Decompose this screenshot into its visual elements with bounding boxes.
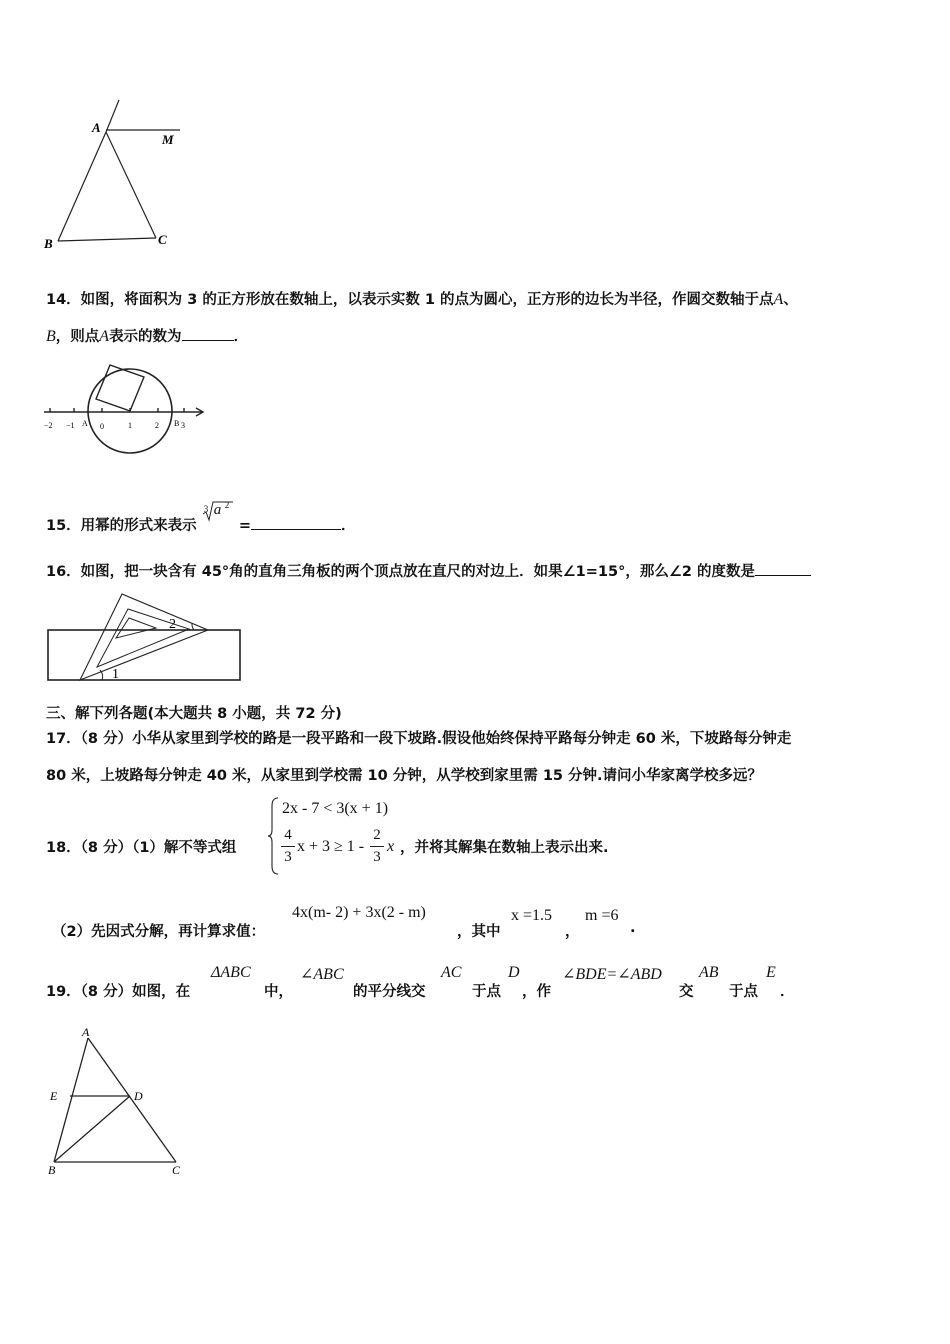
q15 [46,500,356,535]
q19-angle: ∠ABC [300,966,344,983]
q18-ineq1: 2x - 7 < 3(x + 1) [282,800,389,817]
segment-ab [58,132,106,241]
q19-t6: 于点 [729,984,758,1000]
q15-exp: 2 [224,500,230,510]
q19-t3: 于点 [472,984,501,1000]
q17-line1: 17．（8 分）小华从家里到学校的路是一段平路和一段下坡路.假设他始终保持平路每分钟走 60 米，下坡路每分钟走 [46,731,792,747]
angle-2-label: 2 [169,617,176,632]
q19-d: D [508,964,520,981]
q18-frac2-den: 3 [373,849,381,865]
label-b: B [48,1163,56,1177]
q18-frac1-bar [281,846,295,847]
q18-prefix: 18．（8 分）（1）解不等式组 [46,840,237,856]
q14-answer-blank[interactable] [182,326,234,341]
tick-2: 2 [155,421,159,430]
q14-var-b: B [46,328,56,345]
figure-q14-number-line [40,355,220,465]
label-d: D [134,1089,143,1103]
system-brace [267,796,281,876]
q14-line1 [46,288,798,309]
q15-text: 15．用幂的形式来表示 [46,518,197,534]
q18-frac2-bar [370,846,384,847]
q19-e: E [766,964,776,981]
q17-line2: 80 米，上坡路每分钟走 40 米，从家里到学校需 10 分钟，从学校到家里需 15 分钟.请问小华家离学校多远？ [46,768,763,784]
label-b: B [44,236,53,251]
q18-suffix: ，并将其解集在数轴上表示出来. [400,840,609,856]
q19-angle-eq: ∠BDE=∠ABD [562,966,662,983]
q15-radicand: a [213,502,222,518]
q19-ab: AB [699,964,719,981]
q18-mval: m =6 [585,907,619,924]
figure-q19-triangle [40,1022,200,1182]
label-a: A [92,120,101,135]
angle-1-label: 1 [112,667,119,682]
q18-expr: 4x(m- 2) + 3x(2 - m) [292,904,426,921]
tick-b: B [174,419,180,428]
segment-ac [88,1038,176,1162]
q18-part2-prefix: （2）先因式分解，再计算求值： [52,924,266,940]
q19-end: ． [780,984,795,1000]
tick-1: 1 [128,421,132,430]
label-c: C [158,232,167,247]
extension-line [106,100,119,132]
q14-var-a: A [773,291,784,308]
segment-bd [54,1096,130,1162]
q19-t4: ，作 [522,984,551,1000]
q14-text-2b: 表示的数为 [109,329,182,345]
q15-answer-blank[interactable] [251,515,341,530]
label-e: E [50,1089,58,1103]
q19-t2: 的平分线交 [353,984,426,1000]
q16-answer-blank[interactable] [755,561,811,576]
q18-part2-mid: ，其中 [457,924,501,940]
q18-comma: ， [565,924,580,940]
q15-index: 3 [203,504,209,514]
segment-ac [106,132,156,238]
q18-xval: x =1.5 [511,907,553,924]
q18-ineq2-end: x [387,838,395,855]
tick-a: A [82,419,88,428]
q14-line2 [46,325,248,346]
q19-t5: 交 [679,984,694,1000]
q16 [46,560,811,581]
q18-ineq2-mid: x + 3 ≥ 1 - [297,838,365,855]
tick-neg2: −2 [44,421,53,430]
figure-q13-triangle [40,96,200,256]
label-a: A [82,1025,90,1039]
q19-ac: AC [441,964,462,981]
q18-frac2-num: 2 [373,827,381,843]
q19-tri: ΔABC [211,964,251,981]
segment-bc [58,238,156,241]
q15-end: ． [340,518,356,534]
tick-0: 0 [100,422,104,431]
q14-end: ． [233,329,249,345]
tick-neg1: −1 [66,421,75,430]
q14-text: 14．如图，将面积为 3 的正方形放在数轴上，以表示实数 1 的点为圆心，正方形的边长为半径，作圆交数轴于点 [46,292,774,308]
square [96,365,144,411]
q19-t1: 中， [264,984,293,1000]
tick-3: 3 [181,421,185,430]
q16-text: 16．如图，把一块含有 45°角的直角三角板的两个顶点放在直尺的对边上．如果∠1=15°，那么∠2 的度数是 [46,564,755,580]
set-square-outer [80,594,208,680]
label-c: C [172,1163,181,1177]
q15-eq: = [238,518,251,534]
section-3-title: 三、解下列各题(本大题共 8 小题，共 72 分) [46,706,342,722]
q18-frac1-den: 3 [284,849,292,865]
q18-frac1-num: 4 [284,827,292,843]
label-m: M [162,132,174,147]
q14-text-2a: ，则点 [55,329,100,345]
segment-ab [54,1038,88,1162]
figure-q16-ruler-triangle [44,586,244,684]
q14-var-a2: A [99,328,110,345]
q19-prefix: 19．（8 分）如图，在 [46,984,191,1000]
q14-sep: 、 [783,292,798,308]
q18-end: . [630,920,636,936]
q15-radical [202,500,234,532]
